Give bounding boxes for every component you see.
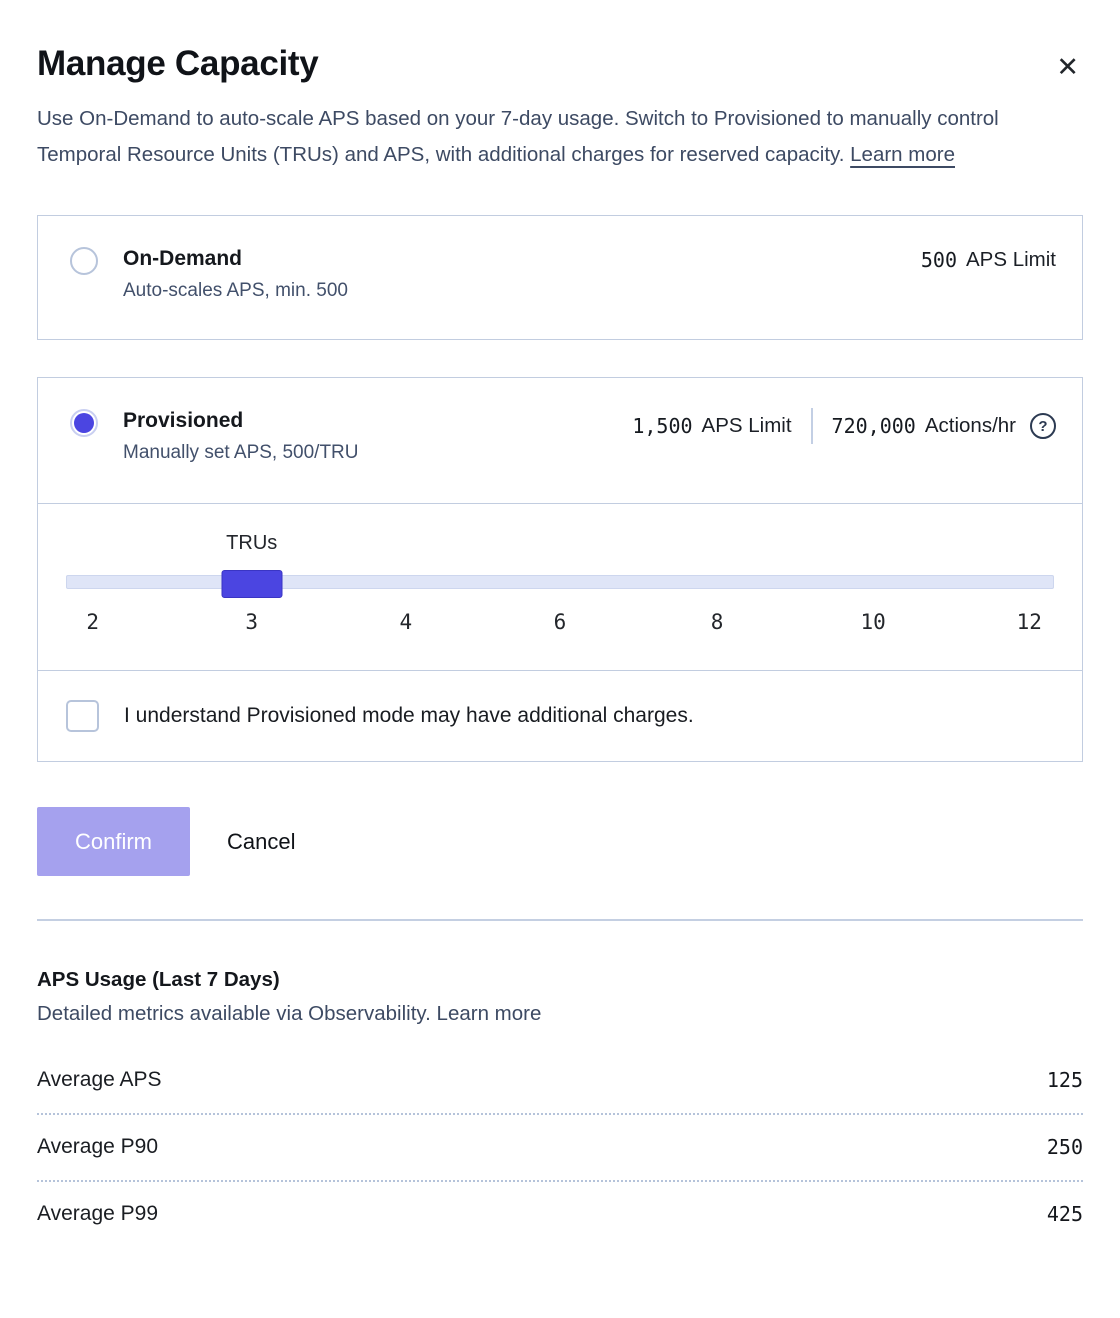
provisioned-plan-row[interactable] <box>38 378 1082 503</box>
on-demand-plan-card[interactable] <box>37 215 1083 340</box>
table-row <box>37 1048 1083 1115</box>
usage-subtext <box>37 1002 1083 1026</box>
provisioned-plan-card <box>37 377 1083 762</box>
avg-p99-label: Average P99 <box>37 1202 159 1225</box>
table-row <box>37 1182 1083 1247</box>
avg-p90-value: 250 <box>1046 1135 1083 1159</box>
modal-description-text: Use On-Demand to auto-scale APS based on your 7-day usage. Switch to Provisioned to manually control Temporal Resource Units (TRUs) and APS, with additional charges for reserved capacity. <box>37 107 999 166</box>
acknowledge-row <box>38 670 1082 761</box>
manage-capacity-modal <box>37 44 1083 1247</box>
provisioned-aps-unit: APS Limit <box>701 414 792 437</box>
confirm-button[interactable]: Confirm <box>37 807 190 876</box>
provisioned-plan-subtitle: Manually set APS, 500/TRU <box>123 442 359 463</box>
acknowledge-checkbox[interactable] <box>66 700 99 732</box>
usage-subtext-body: Detailed metrics available via Observability. <box>37 1002 431 1025</box>
action-buttons <box>37 807 1083 876</box>
acknowledge-label: I understand Provisioned mode may have additional charges. <box>124 704 694 727</box>
tick-6: 6 <box>553 610 567 634</box>
provisioned-plan-name: Provisioned <box>123 409 244 432</box>
usage-table <box>37 1048 1083 1247</box>
tick-8: 8 <box>710 610 724 634</box>
section-divider <box>37 919 1083 921</box>
value-separator <box>811 408 813 444</box>
learn-more-link[interactable]: Learn more <box>850 143 955 166</box>
slider-label: TRUs <box>226 532 278 554</box>
provisioned-actions-unit: Actions/hr <box>924 414 1016 437</box>
avg-aps-value: 125 <box>1046 1068 1083 1092</box>
tru-slider-section <box>38 503 1082 670</box>
on-demand-radio[interactable] <box>70 247 98 275</box>
modal-description <box>37 101 1083 173</box>
tick-10: 10 <box>860 610 886 634</box>
provisioned-aps-value: 1,500 <box>632 414 693 438</box>
avg-p99-value: 425 <box>1046 1202 1083 1226</box>
modal-header <box>37 44 1083 85</box>
provisioned-actions-value: 720,000 <box>831 414 916 438</box>
on-demand-aps-value: 500 <box>920 248 957 272</box>
tru-slider-thumb[interactable] <box>221 570 282 598</box>
avg-p90-label: Average P90 <box>37 1135 159 1158</box>
slider-tick-labels <box>66 610 1054 640</box>
on-demand-plan-row <box>38 216 1082 341</box>
on-demand-aps-unit: APS Limit <box>966 248 1056 271</box>
tru-slider-track[interactable] <box>66 575 1054 589</box>
provisioned-limits <box>632 408 1056 444</box>
usage-heading: APS Usage (Last 7 Days) <box>37 968 280 991</box>
avg-aps-label: Average APS <box>37 1068 162 1091</box>
tick-3: 3 <box>245 610 259 634</box>
on-demand-plan-name: On-Demand <box>123 247 243 270</box>
usage-learn-more-link[interactable]: Learn more <box>436 1002 542 1025</box>
close-icon[interactable]: ✕ <box>1052 50 1083 85</box>
tick-12: 12 <box>1016 610 1042 634</box>
table-row <box>37 1115 1083 1182</box>
tick-4: 4 <box>399 610 413 634</box>
tick-2: 2 <box>86 610 99 634</box>
on-demand-plan-subtitle: Auto-scales APS, min. 500 <box>123 280 348 301</box>
page-title: Manage Capacity <box>37 44 319 83</box>
help-icon[interactable]: ? <box>1030 413 1056 439</box>
on-demand-aps-limit <box>921 246 1056 274</box>
provisioned-radio[interactable] <box>70 409 98 437</box>
cancel-button[interactable]: Cancel <box>227 828 296 854</box>
